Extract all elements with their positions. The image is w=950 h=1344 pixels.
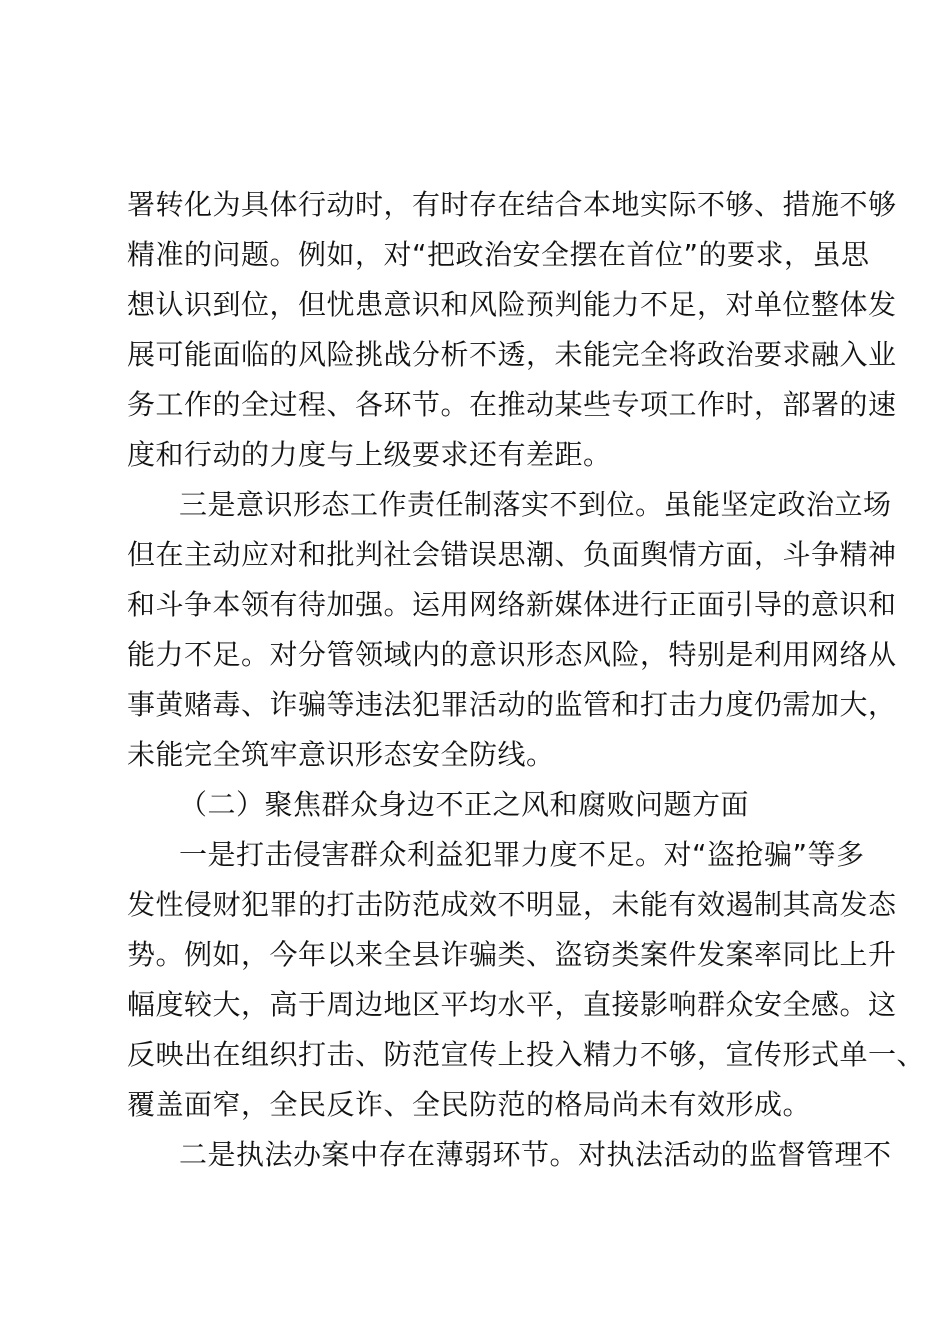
text-line: （二）聚焦群众身边不正之风和腐败问题方面 — [179, 788, 750, 821]
text-line: 覆盖面窄，全民反诈、全民防范的格局尚未有效形成。 — [127, 1088, 812, 1121]
section-heading-two — [127, 780, 831, 830]
text-line: 展可能面临的风险挑战分析不透，未能完全将政治要求融入业 — [127, 338, 897, 371]
paragraph-continuation — [127, 180, 897, 480]
text-line: 和斗争本领有待加强。运用网络新媒体进行正面引导的意识和 — [127, 588, 897, 621]
text-line: 精准的问题。例如，对“把政治安全摆在首位”的要求，虽思 — [127, 238, 870, 271]
document-body — [127, 180, 926, 1180]
text-line: 反映出在组织打击、防范宣传上投入精力不够，宣传形式单一、 — [127, 1038, 926, 1071]
text-line: 三是意识形态工作责任制落实不到位。虽能坚定政治立场 — [179, 488, 892, 521]
text-line: 一是打击侵害群众利益犯罪力度不足。对“盗抢骗”等多 — [179, 838, 865, 871]
text-line: 但在主动应对和批判社会错误思潮、负面舆情方面，斗争精神 — [127, 538, 897, 571]
text-line: 发性侵财犯罪的打击防范成效不明显，未能有效遏制其高发态 — [127, 888, 897, 921]
text-line: 事黄赌毒、诈骗等违法犯罪活动的监管和打击力度仍需加大， — [127, 688, 897, 721]
text-line: 能力不足。对分管领域内的意识形态风险，特别是利用网络从 — [127, 638, 897, 671]
paragraph-item-one — [127, 830, 926, 1130]
text-line: 度和行动的力度与上级要求还有差距。 — [127, 438, 612, 471]
paragraph-item-three — [127, 480, 897, 780]
paragraph-item-two — [127, 1130, 892, 1180]
text-line: 势。例如，今年以来全县诈骗类、盗窃类案件发案率同比上升 — [127, 938, 897, 971]
text-line: 务工作的全过程、各环节。在推动某些专项工作时，部署的速 — [127, 388, 897, 421]
text-line: 未能完全筑牢意识形态安全防线。 — [127, 738, 555, 771]
text-line: 幅度较大，高于周边地区平均水平，直接影响群众安全感。这 — [127, 988, 897, 1021]
text-line: 署转化为具体行动时，有时存在结合本地实际不够、措施不够 — [127, 188, 897, 221]
text-line: 二是执法办案中存在薄弱环节。对执法活动的监督管理不 — [179, 1138, 892, 1171]
text-line: 想认识到位，但忧患意识和风险预判能力不足，对单位整体发 — [127, 288, 897, 321]
